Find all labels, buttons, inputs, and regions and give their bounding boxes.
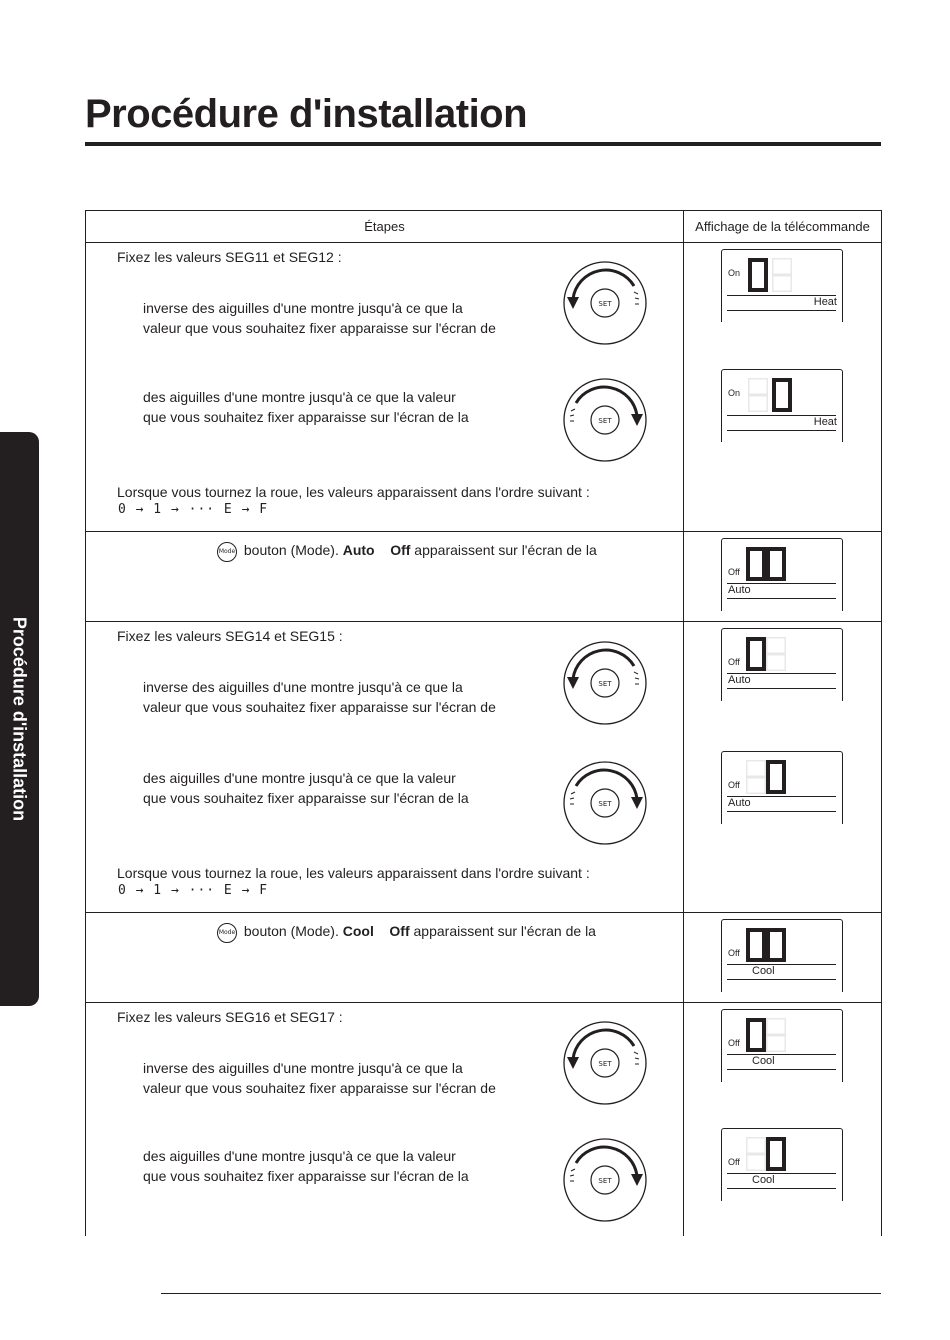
cw-line-1: des aiguilles d'une montre jusqu'à ce que la valeur [143, 770, 456, 786]
lcd-display [721, 249, 843, 322]
ccw-line-2: valeur que vous souhaitez fixer apparaisse sur l'écran de [143, 699, 496, 715]
step-seg11-12 [86, 243, 683, 531]
lcd-digit-dim [748, 378, 768, 412]
lcd-display [721, 1009, 843, 1082]
mode-button-icon: Mode [217, 542, 237, 562]
step-seg16-17 [86, 1003, 683, 1236]
lcd-mode: Auto [728, 797, 751, 809]
side-tab-label: Procédure d'installation [9, 616, 30, 822]
title-divider [85, 142, 881, 146]
mode-instruction [217, 542, 597, 562]
lcd-digit-0 [746, 1018, 766, 1052]
ccw-line-1: inverse des aiguilles d'une montre jusqu'à ce que la [143, 1060, 463, 1076]
display-cell [684, 1003, 881, 1236]
mode-text: bouton (Mode). [240, 542, 343, 558]
order-text: Lorsque vous tournez la roue, les valeurs apparaissent dans l'ordre suivant : [117, 484, 590, 500]
cw-line-2: que vous souhaitez fixer apparaisse sur l'écran de la [143, 790, 469, 806]
mode-button-icon: Mode [217, 923, 237, 943]
cw-instruction [143, 1146, 469, 1186]
mode-off: Off [390, 542, 411, 558]
mode-tail: apparaissent sur l'écran de la [409, 923, 596, 939]
lcd-mode: Auto [728, 584, 751, 596]
lcd-mode: Auto [728, 674, 751, 686]
steps-table [85, 210, 882, 1236]
lcd-rule [727, 1054, 836, 1055]
lcd-rule [727, 811, 836, 812]
lcd-mode: Cool [752, 1055, 775, 1067]
col-header-steps: Étapes [86, 211, 684, 243]
lcd-digit-dim [766, 637, 786, 671]
lcd-digit-dim [746, 1137, 766, 1171]
cw-line-1: des aiguilles d'une montre jusqu'à ce que la valeur [143, 389, 456, 405]
mode-off: Off [389, 923, 410, 939]
dial-ccw-icon [561, 1019, 649, 1107]
page-title: Procédure d'installation [85, 92, 528, 136]
lcd-state: Off [728, 657, 740, 667]
lcd-rule [727, 688, 836, 689]
dial-ccw-icon [561, 259, 649, 347]
lcd-digit-0 [766, 1137, 786, 1171]
lcd-display [721, 751, 843, 824]
ccw-instruction [143, 298, 496, 338]
lcd-digit-0 [766, 547, 786, 581]
display-cell [684, 913, 881, 1002]
mode-value: Cool [342, 923, 374, 939]
lcd-mode: Cool [752, 1174, 775, 1186]
lcd-display [721, 538, 843, 611]
lcd-digit-dim [772, 258, 792, 292]
lcd-rule [727, 430, 836, 431]
lcd-rule [727, 964, 836, 965]
order-sequence: 0 → 1 → ··· E → F [118, 502, 269, 517]
step-mode-cool [86, 913, 683, 1002]
lcd-display [721, 628, 843, 701]
order-sequence: 0 → 1 → ··· E → F [118, 883, 269, 898]
lcd-state: Off [728, 567, 740, 577]
lcd-digit-0 [746, 928, 766, 962]
lcd-state: Off [728, 948, 740, 958]
cw-line-1: des aiguilles d'une montre jusqu'à ce que la valeur [143, 1148, 456, 1164]
lcd-digit-dim [746, 760, 766, 794]
dial-cw-icon [561, 1136, 649, 1224]
display-cell [684, 243, 881, 531]
lcd-rule [727, 1069, 836, 1070]
lcd-rule [727, 979, 836, 980]
lcd-digit-0 [748, 258, 768, 292]
lcd-mode: Heat [813, 416, 837, 428]
lcd-mode: Heat [813, 296, 837, 308]
lcd-digit-dim [766, 1018, 786, 1052]
mode-text: bouton (Mode). [240, 923, 343, 939]
ccw-line-1: inverse des aiguilles d'une montre jusqu'à ce que la [143, 300, 463, 316]
lcd-state: On [728, 268, 741, 278]
lcd-state: Off [728, 780, 740, 790]
display-cell [684, 622, 881, 912]
dial-cw-icon [561, 376, 649, 464]
step-intro: Fixez les valeurs SEG14 et SEG15 : [117, 628, 343, 644]
col-header-display: Affichage de la télécommande [684, 211, 882, 243]
lcd-rule [727, 1188, 836, 1189]
cw-line-2: que vous souhaitez fixer apparaisse sur l'écran de la [143, 409, 469, 425]
lcd-digit-0 [766, 760, 786, 794]
lcd-rule [727, 310, 836, 311]
lcd-digit-0 [746, 547, 766, 581]
ccw-line-1: inverse des aiguilles d'une montre jusqu'à ce que la [143, 679, 463, 695]
footer-divider [161, 1293, 881, 1294]
display-cell [684, 532, 881, 621]
ccw-line-2: valeur que vous souhaitez fixer apparaisse sur l'écran de [143, 320, 496, 336]
step-seg14-15 [86, 622, 683, 912]
ccw-line-2: valeur que vous souhaitez fixer apparaisse sur l'écran de [143, 1080, 496, 1096]
lcd-mode: Cool [752, 965, 775, 977]
mode-value: Auto [342, 542, 375, 558]
cw-line-2: que vous souhaitez fixer apparaisse sur l'écran de la [143, 1168, 469, 1184]
dial-ccw-icon [561, 639, 649, 727]
lcd-rule [727, 598, 836, 599]
lcd-display [721, 1128, 843, 1201]
lcd-state: On [728, 388, 741, 398]
step-intro: Fixez les valeurs SEG11 et SEG12 : [117, 249, 342, 265]
lcd-digit-0 [766, 928, 786, 962]
cw-instruction [143, 387, 469, 427]
lcd-display [721, 919, 843, 992]
ccw-instruction [143, 1058, 496, 1098]
dial-cw-icon [561, 759, 649, 847]
lcd-digit-0 [772, 378, 792, 412]
mode-instruction [217, 923, 596, 943]
lcd-state: Off [728, 1038, 740, 1048]
lcd-display [721, 369, 843, 442]
mode-tail: apparaissent sur l'écran de la [410, 542, 597, 558]
lcd-state: Off [728, 1157, 740, 1167]
order-text: Lorsque vous tournez la roue, les valeurs apparaissent dans l'ordre suivant : [117, 865, 590, 881]
lcd-rule [727, 1173, 836, 1174]
cw-instruction [143, 768, 469, 808]
step-mode-auto [86, 532, 683, 621]
step-intro: Fixez les valeurs SEG16 et SEG17 : [117, 1009, 343, 1025]
ccw-instruction [143, 677, 496, 717]
lcd-digit-0 [746, 637, 766, 671]
